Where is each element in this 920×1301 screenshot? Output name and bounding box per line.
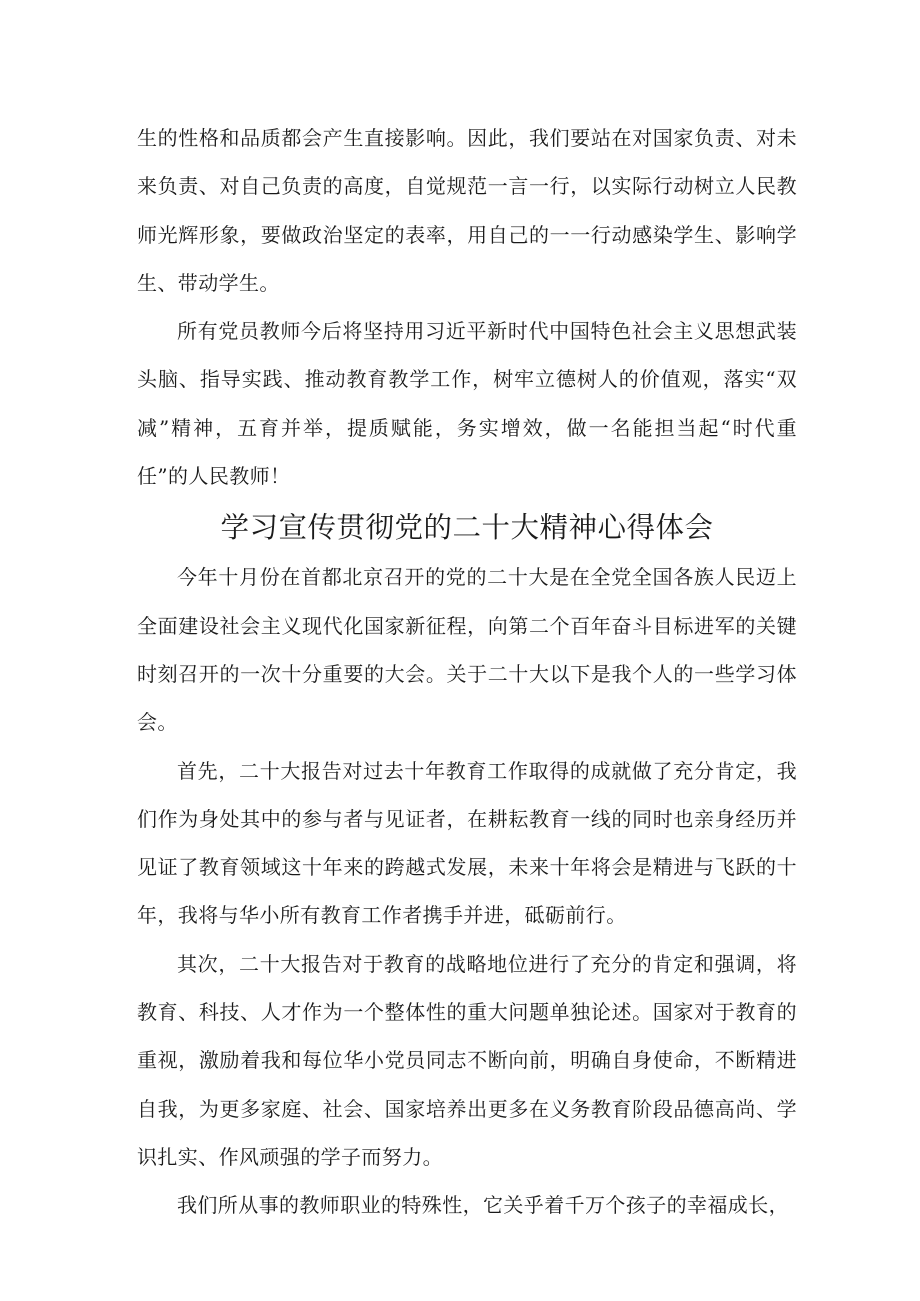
body-paragraph-2: 首先，二十大报告对过去十年教育工作取得的成就做了充分肯定，我们作为身处其中的参与者与见证者，在耕耘教育一线的同时也亲身经历并见证了教育领域这十年来的跨越式发展，未来十年将会是精进与飞跃的十年，我将与华小所有教育工作者携手并进，砥砺前行。 <box>137 758 797 928</box>
body-paragraph-3: 其次，二十大报告对于教育的战略地位进行了充分的肯定和强调，将教育、科技、人才作为一个整体性的重大问题单独论述。国家对于教育的重视，激励着我和每位华小党员同志不断向前，明确自身使命，不断精进自我，为更多家庭、社会、国家培养出更多在义务教育阶段品德高尚、学识扎实、作风顽强的学子而努力。 <box>137 951 797 1169</box>
body-paragraph-1: 今年十月份在首都北京召开的党的二十大是在全党全国各族人民迈上全面建设社会主义现代化国家新征程，向第二个百年奋斗目标进军的关键时刻召开的一次十分重要的大会。关于二十大以下是我个人的一些学习体会。 <box>137 565 797 735</box>
document-page <box>137 114 797 1230</box>
document-title: 学习宣传贯彻党的二十大精神心得体会 <box>220 511 714 545</box>
body-paragraph-4: 我们所从事的教师职业的特殊性，它关乎着千万个孩子的幸福成长， <box>177 1193 789 1218</box>
intro-paragraph-2: 所有党员教师今后将坚持用习近平新时代中国特色社会主义思想武装头脑、指导实践、推动教育教学工作，树牢立德树人的价值观，落实“双减”精神，五育并举，提质赋能，务实增效，做一名能担当起“时代重任”的人民教师！ <box>137 319 797 489</box>
intro-paragraph-1: 生的性格和品质都会产生直接影响。因此，我们要站在对国家负责、对未来负责、对自己负责的高度，自觉规范一言一行，以实际行动树立人民教师光辉形象，要做政治坚定的表率，用自己的一一行动感染学生、影响学生、带动学生。 <box>137 126 797 295</box>
